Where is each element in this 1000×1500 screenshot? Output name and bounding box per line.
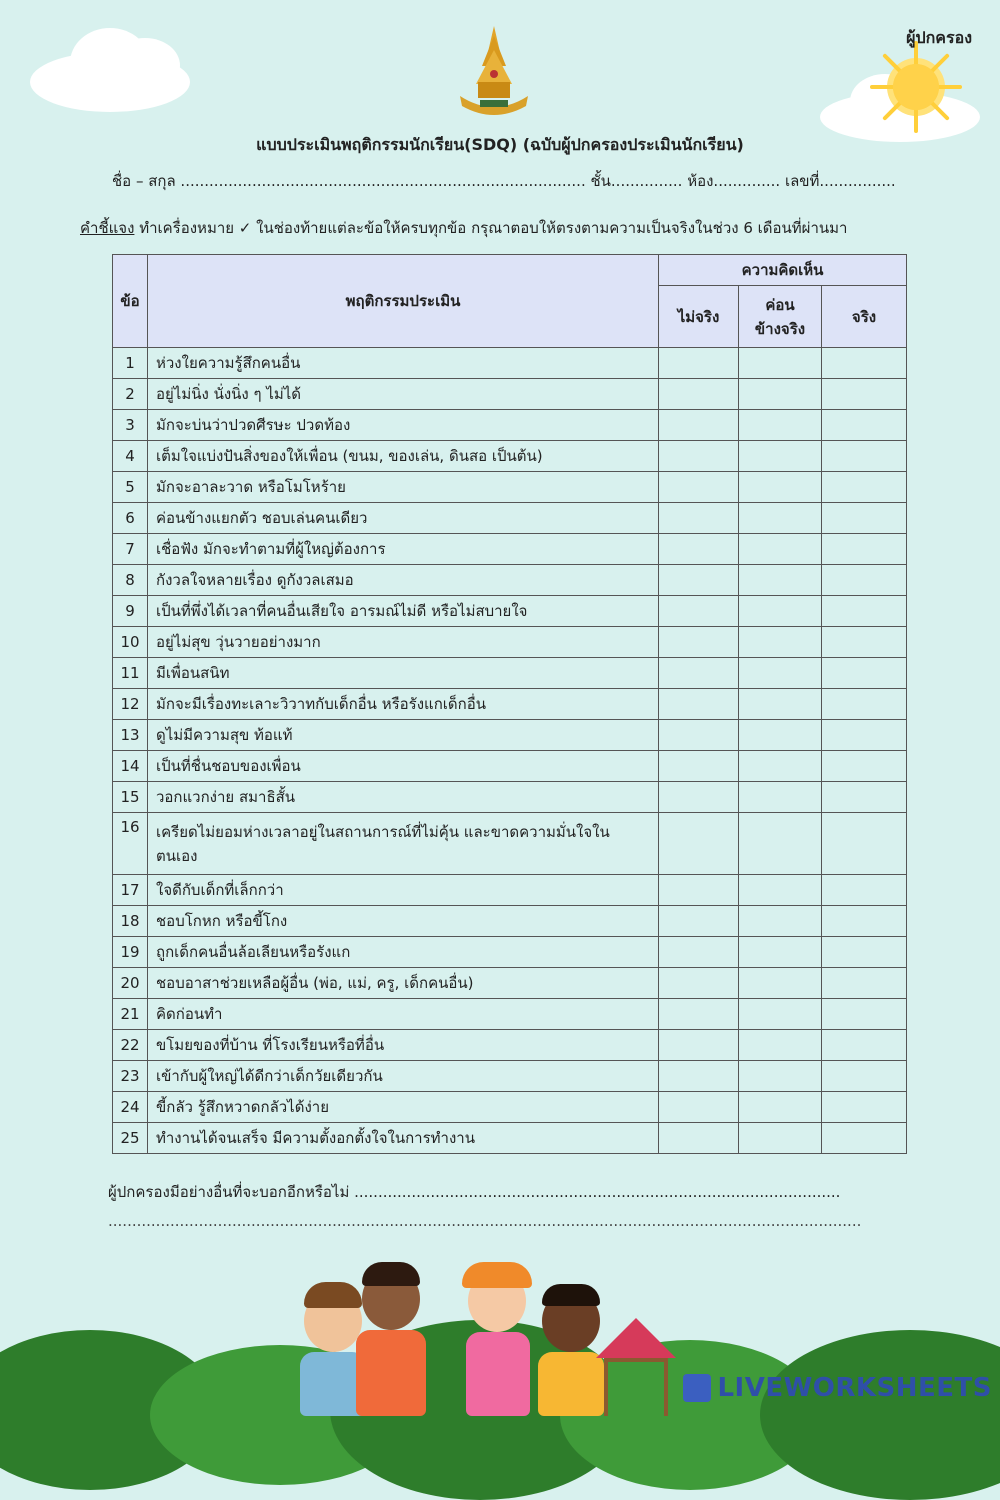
answer-true-cell[interactable]: [822, 658, 907, 689]
table-row: [113, 658, 907, 689]
item-number: 12: [113, 689, 148, 720]
brand-icon: [683, 1374, 711, 1402]
item-behavior: มักจะบ่นว่าปวดศีรษะ ปวดท้อง: [148, 410, 659, 441]
item-number: 18: [113, 906, 148, 937]
item-behavior: ถูกเด็กคนอื่นล้อเลียนหรือรังแก: [148, 937, 659, 968]
answer-true-cell[interactable]: [822, 348, 907, 379]
answer-not-true-cell[interactable]: [659, 906, 739, 937]
answer-true-cell[interactable]: [822, 999, 907, 1030]
item-number: 23: [113, 1061, 148, 1092]
item-number: 17: [113, 875, 148, 906]
item-behavior: มักจะมีเรื่องทะเลาะวิวาทกับเด็กอื่น หรือรังแกเด็กอื่น: [148, 689, 659, 720]
answer-not-true-cell[interactable]: [659, 1123, 739, 1154]
answer-somewhat-true-cell[interactable]: [739, 596, 822, 627]
answer-somewhat-true-cell[interactable]: [739, 1123, 822, 1154]
answer-true-cell[interactable]: [822, 534, 907, 565]
table-row: [113, 1061, 907, 1092]
parent-note-line-2[interactable]: ..............................................................................................................................................................: [108, 1212, 862, 1230]
table-row: [113, 906, 907, 937]
answer-not-true-cell[interactable]: [659, 689, 739, 720]
answer-not-true-cell[interactable]: [659, 1092, 739, 1123]
item-behavior: เชื่อฟัง มักจะทำตามที่ผู้ใหญ่ต้องการ: [148, 534, 659, 565]
header-opinion: ความคิดเห็น: [659, 255, 907, 286]
answer-not-true-cell[interactable]: [659, 782, 739, 813]
item-behavior: อยู่ไม่นิ่ง นั่งนิ่ง ๆ ไม่ได้: [148, 379, 659, 410]
header-true: จริง: [822, 286, 907, 348]
answer-somewhat-true-cell[interactable]: [739, 1061, 822, 1092]
answer-true-cell[interactable]: [822, 472, 907, 503]
table-row: [113, 596, 907, 627]
answer-somewhat-true-cell[interactable]: [739, 751, 822, 782]
item-number: 5: [113, 472, 148, 503]
item-number: 9: [113, 596, 148, 627]
table-row: [113, 968, 907, 999]
answer-not-true-cell[interactable]: [659, 937, 739, 968]
item-behavior: ห่วงใยความรู้สึกคนอื่น: [148, 348, 659, 379]
answer-not-true-cell[interactable]: [659, 379, 739, 410]
answer-not-true-cell[interactable]: [659, 472, 739, 503]
brand-text: LIVEWORKSHEETS: [717, 1373, 992, 1403]
item-behavior: เต็มใจแบ่งปันสิ่งของให้เพื่อน (ขนม, ของเล่น, ดินสอ เป็นต้น): [148, 441, 659, 472]
item-behavior: เป็นที่ชื่นชอบของเพื่อน: [148, 751, 659, 782]
answer-not-true-cell[interactable]: [659, 596, 739, 627]
table-row: [113, 1092, 907, 1123]
answer-somewhat-true-cell[interactable]: [739, 1092, 822, 1123]
item-behavior: ชอบอาสาช่วยเหลือผู้อื่น (พ่อ, แม่, ครู, เด็กคนอื่น): [148, 968, 659, 999]
answer-somewhat-true-cell[interactable]: [739, 503, 822, 534]
item-number: 21: [113, 999, 148, 1030]
answer-somewhat-true-cell[interactable]: [739, 565, 822, 596]
answer-true-cell[interactable]: [822, 813, 907, 875]
answer-true-cell[interactable]: [822, 782, 907, 813]
table-row: [113, 379, 907, 410]
table-row: [113, 1030, 907, 1061]
answer-true-cell[interactable]: [822, 565, 907, 596]
item-behavior: เครียดไม่ยอมห่างเวลาอยู่ในสถานการณ์ที่ไม่คุ้น และขาดความมั่นใจใน ตนเอง: [148, 813, 659, 875]
answer-true-cell[interactable]: [822, 441, 907, 472]
item-number: 22: [113, 1030, 148, 1061]
answer-somewhat-true-cell[interactable]: [739, 441, 822, 472]
table-row: [113, 410, 907, 441]
answer-not-true-cell[interactable]: [659, 968, 739, 999]
answer-not-true-cell[interactable]: [659, 565, 739, 596]
role-label: ผู้ปกครอง: [906, 28, 972, 47]
item-behavior: เข้ากับผู้ใหญ่ได้ดีกว่าเด็กวัยเดียวกัน: [148, 1061, 659, 1092]
brand-logo: [683, 1373, 992, 1403]
answer-somewhat-true-cell[interactable]: [739, 720, 822, 751]
table-row: [113, 627, 907, 658]
item-number: 10: [113, 627, 148, 658]
item-behavior: ค่อนข้างแยกตัว ชอบเล่นคนเดียว: [148, 503, 659, 534]
table-row: [113, 1123, 907, 1154]
table-row: [113, 441, 907, 472]
table-row: [113, 875, 907, 906]
table-row: [113, 751, 907, 782]
sdq-table: [112, 254, 907, 1154]
item-number: 13: [113, 720, 148, 751]
answer-somewhat-true-cell[interactable]: [739, 1030, 822, 1061]
answer-not-true-cell[interactable]: [659, 534, 739, 565]
answer-not-true-cell[interactable]: [659, 720, 739, 751]
item-number: 2: [113, 379, 148, 410]
answer-true-cell[interactable]: [822, 968, 907, 999]
table-row: [113, 472, 907, 503]
table-row: [113, 348, 907, 379]
table-row: [113, 689, 907, 720]
item-behavior: ขี้กลัว รู้สึกหวาดกลัวได้ง่าย: [148, 1092, 659, 1123]
answer-not-true-cell[interactable]: [659, 410, 739, 441]
answer-not-true-cell[interactable]: [659, 999, 739, 1030]
item-number: 4: [113, 441, 148, 472]
answer-true-cell[interactable]: [822, 937, 907, 968]
answer-somewhat-true-cell[interactable]: [739, 999, 822, 1030]
answer-somewhat-true-cell[interactable]: [739, 782, 822, 813]
answer-true-cell[interactable]: [822, 596, 907, 627]
answer-true-cell[interactable]: [822, 503, 907, 534]
answer-not-true-cell[interactable]: [659, 751, 739, 782]
item-number: 16: [113, 813, 148, 875]
item-behavior: ทำงานได้จนเสร็จ มีความตั้งอกตั้งใจในการทำงาน: [148, 1123, 659, 1154]
header-not-true: ไม่จริง: [659, 286, 739, 348]
item-number: 7: [113, 534, 148, 565]
answer-somewhat-true-cell[interactable]: [739, 937, 822, 968]
table-row: [113, 503, 907, 534]
answer-true-cell[interactable]: [822, 1030, 907, 1061]
answer-true-cell[interactable]: [822, 410, 907, 441]
item-number: 25: [113, 1123, 148, 1154]
answer-true-cell[interactable]: [822, 379, 907, 410]
answer-somewhat-true-cell[interactable]: [739, 534, 822, 565]
table-row: [113, 782, 907, 813]
answer-somewhat-true-cell[interactable]: [739, 968, 822, 999]
answer-true-cell[interactable]: [822, 1123, 907, 1154]
answer-true-cell[interactable]: [822, 720, 907, 751]
item-number: 24: [113, 1092, 148, 1123]
school-emblem-icon: [456, 22, 532, 124]
answer-true-cell[interactable]: [822, 751, 907, 782]
table-row: [113, 565, 907, 596]
answer-not-true-cell[interactable]: [659, 627, 739, 658]
item-number: 14: [113, 751, 148, 782]
table-row: [113, 813, 907, 875]
answer-somewhat-true-cell[interactable]: [739, 689, 822, 720]
item-number: 20: [113, 968, 148, 999]
answer-somewhat-true-cell[interactable]: [739, 906, 822, 937]
answer-true-cell[interactable]: [822, 1092, 907, 1123]
instruction-keyword: คำชี้แจง: [80, 219, 135, 237]
table-row: [113, 720, 907, 751]
item-behavior: มักจะอาละวาด หรือโมโหร้าย: [148, 472, 659, 503]
instruction-text: [80, 216, 930, 240]
page-title: แบบประเมินพฤติกรรมนักเรียน(SDQ) (ฉบับผู้ปกครองประเมินนักเรียน): [256, 135, 744, 154]
answer-somewhat-true-cell[interactable]: [739, 348, 822, 379]
instruction-body: ทำเครื่องหมาย ✓ ในช่องท้ายแต่ละข้อให้ครบทุกข้อ กรุณาตอบให้ตรงตามความเป็นจริงในช่วง 6 เดือนที่ผ่านมา: [134, 219, 848, 237]
answer-not-true-cell[interactable]: [659, 1030, 739, 1061]
header-behavior: พฤติกรรมประเมิน: [148, 255, 659, 348]
answer-true-cell[interactable]: [822, 1061, 907, 1092]
answer-not-true-cell[interactable]: [659, 658, 739, 689]
answer-not-true-cell[interactable]: [659, 348, 739, 379]
header-no: ข้อ: [113, 255, 148, 348]
item-number: 3: [113, 410, 148, 441]
answer-true-cell[interactable]: [822, 689, 907, 720]
answer-somewhat-true-cell[interactable]: [739, 410, 822, 441]
answer-somewhat-true-cell[interactable]: [739, 627, 822, 658]
item-behavior: ใจดีกับเด็กที่เล็กกว่า: [148, 875, 659, 906]
item-number: 15: [113, 782, 148, 813]
item-number: 19: [113, 937, 148, 968]
answer-not-true-cell[interactable]: [659, 813, 739, 875]
answer-somewhat-true-cell[interactable]: [739, 379, 822, 410]
answer-not-true-cell[interactable]: [659, 441, 739, 472]
item-behavior: วอกแวกง่าย สมาธิสั้น: [148, 782, 659, 813]
student-name-field[interactable]: ชื่อ – สกุล ..................................................................................... ชั้น............... ห้อง.............. เลขที่................: [112, 172, 896, 190]
answer-not-true-cell[interactable]: [659, 1061, 739, 1092]
item-behavior: ขโมยของที่บ้าน ที่โรงเรียนหรือที่อื่น: [148, 1030, 659, 1061]
item-behavior: เป็นที่พึ่งได้เวลาที่คนอื่นเสียใจ อารมณ์ไม่ดี หรือไม่สบายใจ: [148, 596, 659, 627]
answer-true-cell[interactable]: [822, 906, 907, 937]
item-behavior: กังวลใจหลายเรื่อง ดูกังวลเสมอ: [148, 565, 659, 596]
answer-somewhat-true-cell[interactable]: [739, 658, 822, 689]
item-behavior: ชอบโกหก หรือขี้โกง: [148, 906, 659, 937]
item-number: 6: [113, 503, 148, 534]
answer-true-cell[interactable]: [822, 627, 907, 658]
answer-not-true-cell[interactable]: [659, 875, 739, 906]
table-body: [113, 348, 907, 1154]
answer-not-true-cell[interactable]: [659, 503, 739, 534]
item-number: 8: [113, 565, 148, 596]
answer-somewhat-true-cell[interactable]: [739, 472, 822, 503]
item-behavior: ดูไม่มีความสุข ท้อแท้: [148, 720, 659, 751]
answer-somewhat-true-cell[interactable]: [739, 813, 822, 875]
item-number: 11: [113, 658, 148, 689]
answer-somewhat-true-cell[interactable]: [739, 875, 822, 906]
item-behavior: อยู่ไม่สุข วุ่นวายอย่างมาก: [148, 627, 659, 658]
item-behavior: มีเพื่อนสนิท: [148, 658, 659, 689]
table-row: [113, 937, 907, 968]
parent-note-field[interactable]: ผู้ปกครองมีอย่างอื่นที่จะบอกอีกหรือไม่ ......................................................................................................: [108, 1183, 841, 1201]
item-number: 1: [113, 348, 148, 379]
answer-true-cell[interactable]: [822, 875, 907, 906]
item-behavior: คิดก่อนทำ: [148, 999, 659, 1030]
table-row: [113, 999, 907, 1030]
header-somewhat-true: ค่อน ข้างจริง: [739, 286, 822, 348]
table-row: [113, 534, 907, 565]
